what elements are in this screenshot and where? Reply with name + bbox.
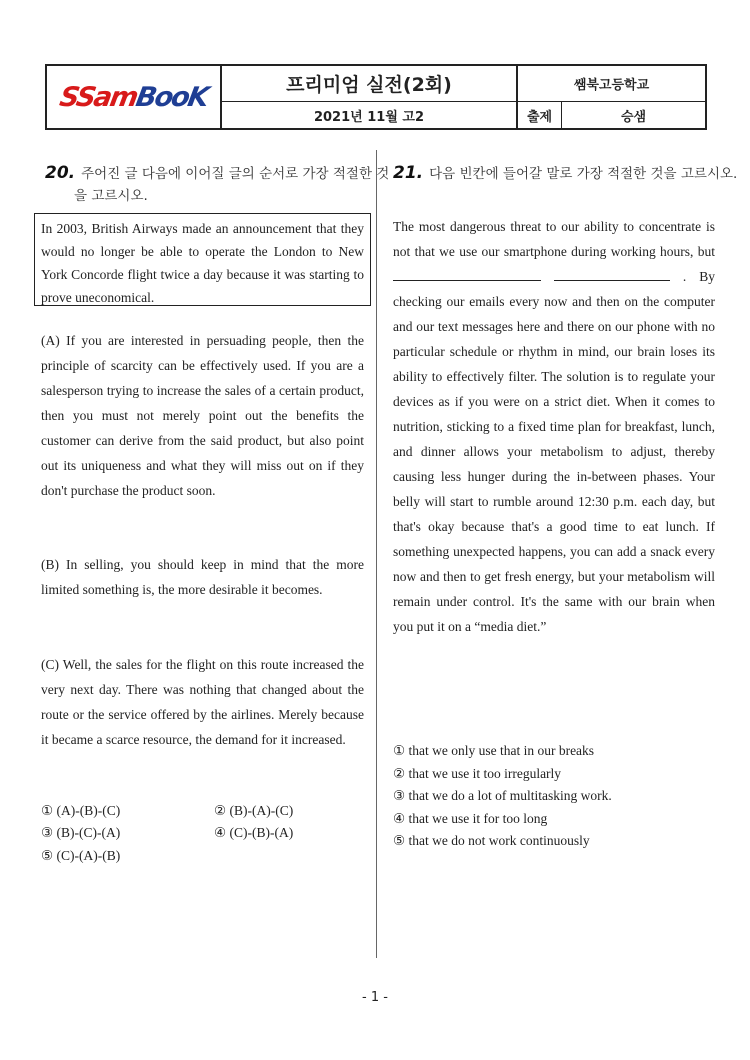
q21-option-1[interactable]: ① that we only use that in our breaks — [393, 743, 595, 758]
ssambook-logo: SSamBooK — [57, 81, 210, 113]
exam-header — [45, 64, 707, 130]
q20-paragraph-b: (B) In selling, you should keep in mind that the more limited something is, the more desirable it becomes. — [41, 557, 364, 597]
column-divider — [376, 150, 377, 958]
q21-option-4[interactable]: ④ that we use it for too long — [393, 810, 548, 826]
q20-paragraph-c: (C) Well, the sales for the flight on this route increased the very next day. There was nothing that changed about the route or the service offered by the airlines. Merely because it became a scarce resource, the demand for it increased. — [41, 657, 364, 747]
answer-blank-continued — [554, 267, 670, 281]
q21-option-2[interactable]: ② that we use it too irregularly — [393, 765, 562, 781]
q21-option-5[interactable]: ⑤ that we do not work continuously — [393, 833, 590, 848]
q21-passage: The most dangerous threat to our ability to concentrate is not that we use our smartphone during working hours, but . By checking our emails every now and then on the computer and our text messages here and there on our phone with no particular schedule or rhythm in mind, our brain loses its ability to effectively filter. The solution is to regulate your devices as if you were on a strict diet. When it comes to nutrition, sticking to a fixed time plan for breakfast, lunch, and dinner allows your metabolism to adjust, thereby causing less hunger during the in-between phases. Your belly will start to rumble around 12:30 p.m. each day, but that's okay because that's a good time to eat lunch. If something unexpected happens, you can add a snack every now and then to get fresh energy, but your metabolism will remain under control. It's the same with our brain when you put it on a “media diet.” — [393, 219, 715, 634]
maker-label: 출제 — [518, 102, 562, 128]
q20-option-5[interactable]: ⑤ (C)-(A)-(B) — [41, 848, 121, 863]
q21-option-3[interactable]: ③ that we do a lot of multitasking work. — [393, 788, 612, 803]
answer-blank — [393, 267, 541, 281]
page-number: - 1 - — [362, 990, 388, 1005]
maker-name: 승샘 — [620, 109, 647, 125]
q20-option-4[interactable]: ④ (C)-(B)-(A) — [214, 825, 294, 840]
school-name: 쌤북고등학교 — [518, 66, 705, 102]
q20-option-1[interactable]: ① (A)-(B)-(C) — [41, 803, 121, 818]
exam-date: 2021년 11월 고2 — [222, 102, 518, 128]
logo-cell — [47, 66, 222, 128]
q20-given-text: In 2003, British Airways made an announcement that they would no longer be able to operate the London to New York Concorde flight twice a day because it was starting to prove uneconomical. — [34, 213, 371, 306]
q20-option-3[interactable]: ③ (B)-(C)-(A) — [41, 825, 121, 840]
exam-title: 프리미엄 실전(2회) — [222, 66, 518, 102]
q20-paragraph-a: (A) If you are interested in persuading people, then the principle of scarcity can be effectively used. If you are a salesperson trying to increase the sales of a certain product, then you must not merely point out the benefits the customer can derive from the said product, but also point out its uniqueness and what they will miss out on if they don't purchase the product soon. — [41, 333, 364, 498]
q20-instruction: 20. 주어진 글 다음에 이어질 글의 순서로 가장 적절한 것을 고르시오. — [45, 163, 390, 204]
q21-options — [393, 740, 715, 853]
q20-option-2[interactable]: ② (B)-(A)-(C) — [214, 803, 294, 818]
q21-instruction: 21. 다음 빈칸에 들어갈 말로 가장 적절한 것을 고르시오. — [393, 163, 738, 183]
